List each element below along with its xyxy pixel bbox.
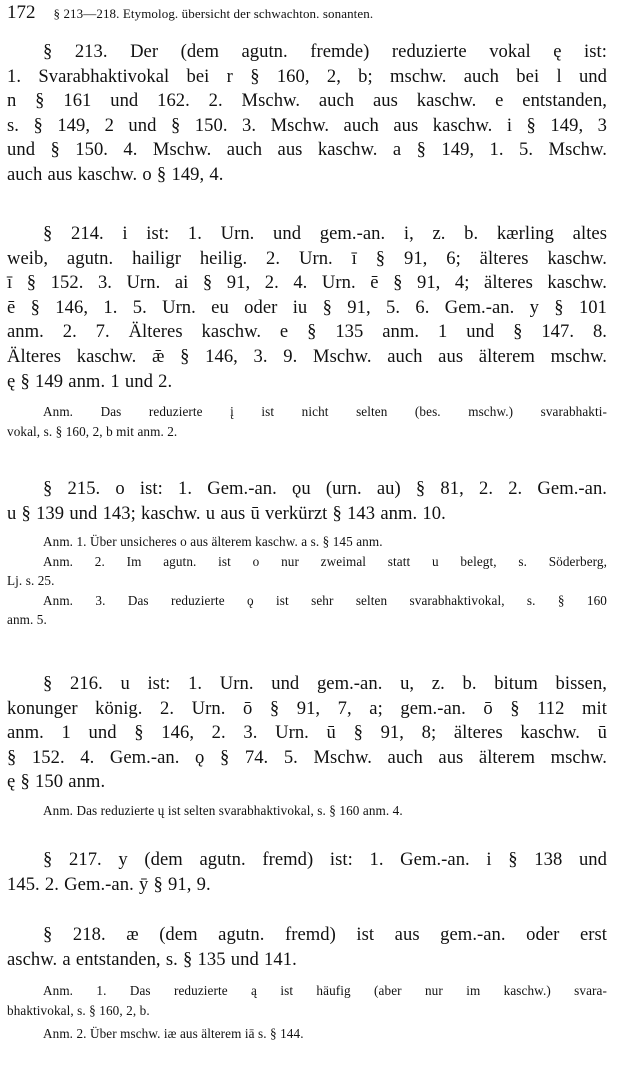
note-line: Anm. 1. Über unsicheres o aus älterem kaschw. a s. § 145 anm. (43, 534, 383, 550)
text-line: 145. 2. Gem.-an. ȳ § 91, 9. (7, 873, 211, 895)
section-214 (7, 222, 607, 441)
section-214-note (7, 402, 607, 441)
section-214-text (7, 222, 607, 394)
section-215-note-2 (7, 552, 607, 591)
text-line: 1. Svarabhaktivokal bei r § 160, 2, b; mschw. auch bei l und (7, 65, 607, 87)
text-line: s. § 149, 2 und § 150. 3. Mschw. auch aus kaschw. i § 149, 3 (7, 114, 607, 136)
text-line: ę § 150 anm. (7, 771, 106, 793)
text-line: auch aus kaschw. o § 149, 4. (7, 163, 224, 185)
page-number: 172 (7, 2, 36, 23)
section-215-note-1 (7, 532, 607, 552)
note-line: Lj. s. 25. (7, 573, 55, 589)
text-line: Älteres kaschw. ǣ § 146, 3. 9. Mschw. auch aus älterem mschw. (7, 345, 607, 367)
section-217-text (7, 848, 607, 897)
text-line: § 214. i ist: 1. Urn. und gem.-an. i, z. b. kærling altes (43, 223, 607, 244)
section-216 (7, 672, 607, 820)
section-216-note (7, 801, 607, 821)
section-218-note-1 (7, 981, 607, 1020)
section-215-note-3 (7, 591, 607, 630)
section-218 (7, 923, 607, 1044)
section-213-text (7, 40, 607, 188)
text-line: anm. 1 und § 146, 2. 3. Urn. ū § 91, 8; älteres kaschw. ū (7, 722, 607, 744)
note-line: bhaktivokal, s. § 160, 2, b. (7, 1002, 150, 1018)
section-218-text (7, 923, 607, 972)
text-line: und § 150. 4. Mschw. auch aus kaschw. a § 149, 1. 5. Mschw. (7, 139, 607, 161)
text-line: konunger könig. 2. Urn. ō § 91, 7, a; gem.-an. ō § 112 mit (7, 697, 607, 719)
text-line: § 215. o ist: 1. Gem.-an. ǫu (urn. au) § 81, 2. 2. Gem.-an. (43, 478, 607, 499)
note-line: Anm. Das reduzierte į ist nicht selten (bes. mschw.) svarabhakti- (43, 404, 607, 420)
book-page (7, 0, 607, 1070)
section-215-text (7, 477, 607, 526)
section-218-note-2 (7, 1024, 607, 1044)
text-line: § 217. y (dem agutn. fremd) ist: 1. Gem.-an. i § 138 und (43, 849, 607, 870)
running-head: § 213—218. Etymolog. übersicht der schwachton. sonanten. (53, 6, 374, 21)
text-line: n § 161 und 162. 2. Mschw. auch aus kaschw. e entstanden, (7, 90, 607, 112)
section-216-text (7, 672, 607, 795)
text-line: aschw. a entstanden, s. § 135 und 141. (7, 948, 297, 970)
text-line: § 213. Der (dem agutn. fremde) reduzierte vokal ę ist: (43, 41, 607, 62)
note-line: Anm. 2. Über mschw. iæ aus älterem iā s. § 144. (43, 1026, 304, 1042)
text-line: ē § 146, 1. 5. Urn. eu oder iu § 91, 5. 6. Gem.-an. y § 101 (7, 296, 607, 318)
note-line: Anm. 3. Das reduzierte ǫ ist sehr selten svarabhaktivokal, s. § 160 (43, 592, 607, 608)
note-line: anm. 5. (7, 612, 47, 628)
text-line: § 218. æ (dem agutn. fremd) ist aus gem.-an. oder erst (43, 924, 607, 945)
text-line: ę § 149 anm. 1 und 2. (7, 370, 173, 392)
page-header (7, 2, 607, 28)
note-line: Anm. 1. Das reduzierte ą ist häufig (aber nur im kaschw.) svara- (43, 983, 607, 999)
section-215 (7, 477, 607, 630)
text-line: weib, agutn. hailigr heilig. 2. Urn. ī § 91, 6; älteres kaschw. (7, 247, 607, 269)
note-line: Anm. 2. Im agutn. ist o nur zweimal statt u belegt, s. Söderberg, (43, 553, 607, 569)
section-217 (7, 848, 607, 897)
note-line: vokal, s. § 160, 2, b mit anm. 2. (7, 423, 178, 439)
note-line: Anm. Das reduzierte ų ist selten svarabhaktivokal, s. § 160 anm. 4. (43, 802, 403, 818)
text-line: § 152. 4. Gem.-an. ǫ § 74. 5. Mschw. auch aus älterem mschw. (7, 746, 607, 768)
text-line: ī § 152. 3. Urn. ai § 91, 2. 4. Urn. ē § 91, 4; älteres kaschw. (7, 272, 607, 294)
text-line: § 216. u ist: 1. Urn. und gem.-an. u, z. b. bitum bissen, (43, 673, 607, 694)
text-line: u § 139 und 143; kaschw. u aus ū verkürzt § 143 anm. 10. (7, 502, 446, 524)
text-line: anm. 2. 7. Älteres kaschw. e § 135 anm. 1 und § 147. 8. (7, 321, 607, 343)
section-213 (7, 40, 607, 188)
